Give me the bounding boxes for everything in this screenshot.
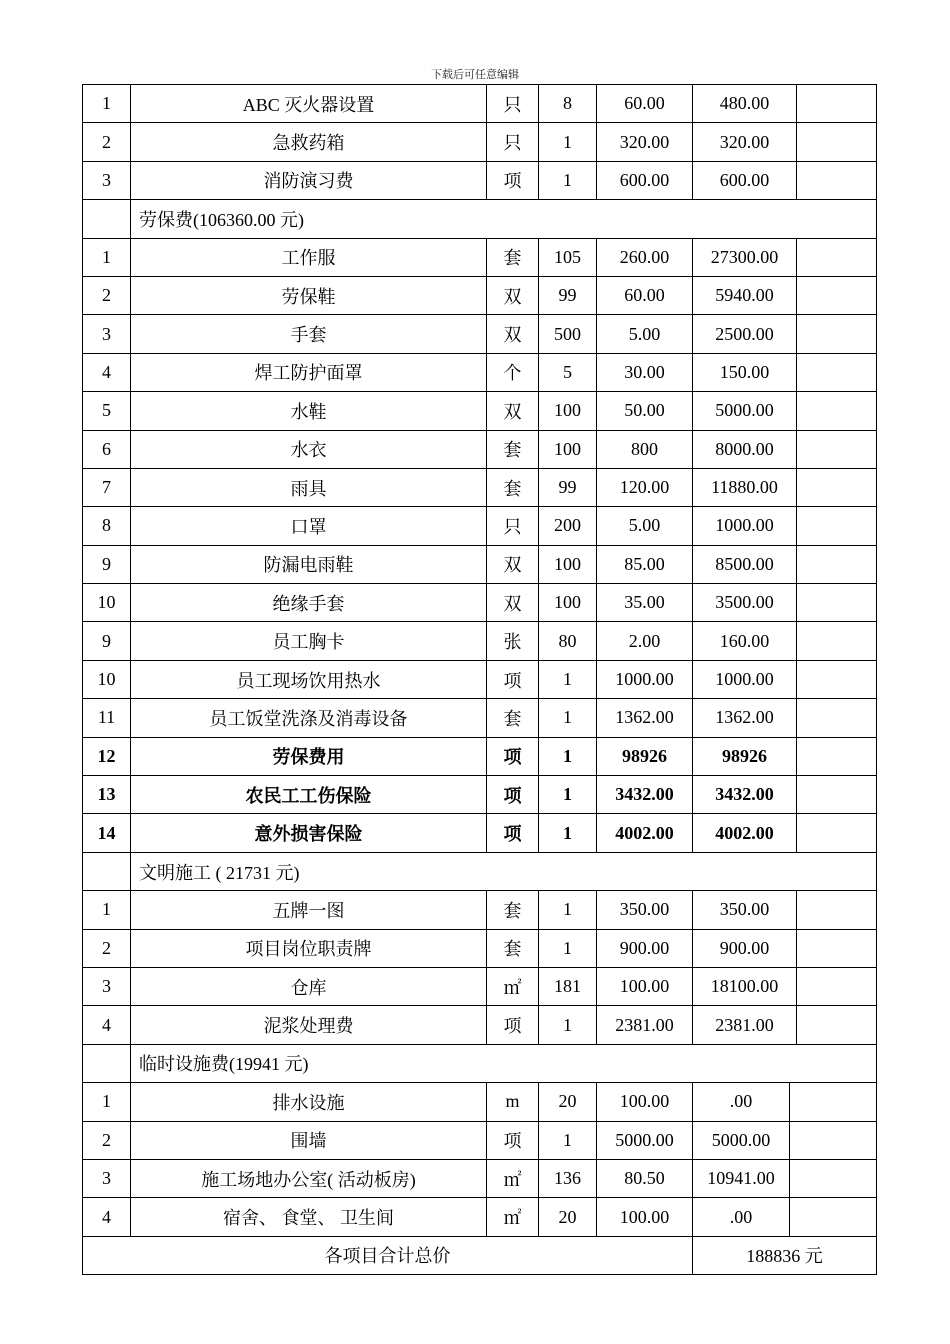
cell-total: 2500.00	[693, 315, 797, 353]
cell-unit: 套	[487, 699, 539, 737]
cell-no: 4	[83, 1006, 131, 1044]
cell-unit: 双	[487, 276, 539, 314]
cell-no: 13	[83, 776, 131, 814]
cell-unit: 项	[487, 1006, 539, 1044]
summary-label: 各项目合计总价	[83, 1236, 693, 1274]
cell-unit: m	[487, 1083, 539, 1121]
cell-no: 2	[83, 276, 131, 314]
section-row	[83, 200, 877, 238]
cell-name: 员工现场饮用热水	[131, 660, 487, 698]
cell-unit: 只	[487, 85, 539, 123]
cell-no: 9	[83, 545, 131, 583]
cell-no: 1	[83, 891, 131, 929]
cell-price: 1362.00	[597, 699, 693, 737]
cell-price: 30.00	[597, 353, 693, 391]
cell-total: 160.00	[693, 622, 797, 660]
cell-price: 600.00	[597, 161, 693, 199]
cell-no: 3	[83, 315, 131, 353]
cell-price: 100.00	[597, 1083, 693, 1121]
cell-qty: 100	[539, 584, 597, 622]
cell-total: .00	[693, 1083, 790, 1120]
table-row	[83, 584, 877, 622]
table-row	[83, 545, 877, 583]
cell-qty: 136	[539, 1159, 597, 1197]
cell-price: 800	[597, 430, 693, 468]
cell-qty: 200	[539, 507, 597, 545]
section-row	[83, 852, 877, 890]
cell-price: 60.00	[597, 276, 693, 314]
cell-no: 5	[83, 392, 131, 430]
table-row	[83, 161, 877, 199]
cell-total: 2381.00	[693, 1006, 797, 1044]
table-row	[83, 468, 877, 506]
cell-unit: 项	[487, 660, 539, 698]
cell-total: 3432.00	[693, 776, 797, 814]
cell-qty: 100	[539, 545, 597, 583]
cell-total-group	[693, 1121, 877, 1159]
cell-no: 1	[83, 238, 131, 276]
cell-name: 排水设施	[131, 1083, 487, 1121]
cell-price: 320.00	[597, 123, 693, 161]
cell-unit: 套	[487, 238, 539, 276]
cell-note	[797, 584, 877, 622]
cell-no: 2	[83, 123, 131, 161]
cell-qty: 99	[539, 276, 597, 314]
cell-total: .00	[693, 1198, 790, 1235]
table-row	[83, 353, 877, 391]
cell-qty: 1	[539, 737, 597, 775]
cell-unit: 项	[487, 776, 539, 814]
cell-name: 绝缘手套	[131, 584, 487, 622]
cell-price: 5.00	[597, 315, 693, 353]
table-row	[83, 891, 877, 929]
table-row	[83, 392, 877, 430]
cell-qty: 100	[539, 430, 597, 468]
cell-no: 4	[83, 1198, 131, 1236]
cell-price: 100.00	[597, 967, 693, 1005]
cell-qty: 1	[539, 929, 597, 967]
cell-price: 900.00	[597, 929, 693, 967]
cell-unit: 项	[487, 737, 539, 775]
cell-total: 1362.00	[693, 699, 797, 737]
cell-price: 2381.00	[597, 1006, 693, 1044]
section-spacer	[83, 200, 131, 238]
cell-price: 3432.00	[597, 776, 693, 814]
cell-name: ABC 灭火器设置	[131, 85, 487, 123]
header-note: 下载后可任意编辑	[431, 68, 519, 81]
cell-unit: 双	[487, 545, 539, 583]
cell-total: 11880.00	[693, 468, 797, 506]
table-row	[83, 776, 877, 814]
cell-no: 1	[83, 1083, 131, 1121]
cell-qty: 100	[539, 392, 597, 430]
table-row	[83, 507, 877, 545]
cell-unit: ㎡	[487, 967, 539, 1005]
cell-note	[797, 891, 877, 929]
cell-no: 3	[83, 967, 131, 1005]
cell-qty: 1	[539, 1006, 597, 1044]
cell-unit: 套	[487, 891, 539, 929]
table-row	[83, 622, 877, 660]
cell-price: 5.00	[597, 507, 693, 545]
cell-unit: 套	[487, 929, 539, 967]
cell-price: 60.00	[597, 85, 693, 123]
table-row	[83, 315, 877, 353]
cell-total: 98926	[693, 737, 797, 775]
cell-price: 4002.00	[597, 814, 693, 852]
cell-no: 2	[83, 929, 131, 967]
cell-note	[797, 699, 877, 737]
cell-price: 85.00	[597, 545, 693, 583]
table-row	[83, 1159, 877, 1197]
cell-name: 防漏电雨鞋	[131, 545, 487, 583]
cell-name: 员工胸卡	[131, 622, 487, 660]
cell-total: 8500.00	[693, 545, 797, 583]
cell-name: 焊工防护面罩	[131, 353, 487, 391]
section-title: 劳保费(106360.00 元)	[131, 200, 877, 238]
cell-note	[797, 85, 877, 123]
cell-no: 3	[83, 1159, 131, 1197]
table-row	[83, 1006, 877, 1044]
cell-price: 100.00	[597, 1198, 693, 1236]
cell-price: 350.00	[597, 891, 693, 929]
cell-qty: 1	[539, 161, 597, 199]
cell-no: 11	[83, 699, 131, 737]
cell-no: 10	[83, 660, 131, 698]
section-spacer	[83, 852, 131, 890]
section-spacer	[83, 1044, 131, 1082]
table-row	[83, 238, 877, 276]
cell-qty: 8	[539, 85, 597, 123]
cell-unit: 项	[487, 161, 539, 199]
cell-no: 10	[83, 584, 131, 622]
cell-price: 50.00	[597, 392, 693, 430]
cell-note	[797, 814, 877, 852]
cell-note	[797, 660, 877, 698]
table-row	[83, 929, 877, 967]
cell-note	[797, 353, 877, 391]
cell-note	[797, 276, 877, 314]
cell-no: 4	[83, 353, 131, 391]
cell-unit: 只	[487, 507, 539, 545]
cell-note	[797, 161, 877, 199]
cell-note	[797, 967, 877, 1005]
cell-no: 6	[83, 430, 131, 468]
table-row	[83, 123, 877, 161]
table-row	[83, 1121, 877, 1159]
section-title: 文明施工 ( 21731 元)	[131, 852, 877, 890]
cell-note	[797, 1006, 877, 1044]
cell-note	[797, 123, 877, 161]
cell-total: 320.00	[693, 123, 797, 161]
cell-name: 手套	[131, 315, 487, 353]
cell-qty: 20	[539, 1083, 597, 1121]
cell-name: 五牌一图	[131, 891, 487, 929]
cell-note	[797, 545, 877, 583]
cell-name: 仓库	[131, 967, 487, 1005]
cell-qty: 20	[539, 1198, 597, 1236]
cell-total: 900.00	[693, 929, 797, 967]
cell-qty: 80	[539, 622, 597, 660]
cell-qty: 1	[539, 660, 597, 698]
cell-unit: 双	[487, 315, 539, 353]
cell-no: 9	[83, 622, 131, 660]
cell-total: 5940.00	[693, 276, 797, 314]
cell-price: 98926	[597, 737, 693, 775]
cell-name: 劳保鞋	[131, 276, 487, 314]
cell-no: 7	[83, 468, 131, 506]
cell-name: 围墙	[131, 1121, 487, 1159]
cell-name: 项目岗位职责牌	[131, 929, 487, 967]
cell-total: 350.00	[693, 891, 797, 929]
cell-note	[797, 929, 877, 967]
cell-name: 水鞋	[131, 392, 487, 430]
cell-name: 口罩	[131, 507, 487, 545]
cell-qty: 99	[539, 468, 597, 506]
section-title: 临时设施费(19941 元)	[131, 1044, 877, 1082]
cell-name: 泥浆处理费	[131, 1006, 487, 1044]
cell-unit: 套	[487, 468, 539, 506]
table-row	[83, 699, 877, 737]
cell-name: 施工场地办公室( 活动板房)	[131, 1159, 487, 1197]
cost-table	[82, 84, 877, 1275]
cell-no: 14	[83, 814, 131, 852]
cell-price: 35.00	[597, 584, 693, 622]
cell-unit: 套	[487, 430, 539, 468]
cell-qty: 181	[539, 967, 597, 1005]
cell-total: 480.00	[693, 85, 797, 123]
cell-price: 80.50	[597, 1159, 693, 1197]
cell-total: 5000.00	[693, 392, 797, 430]
cell-price: 5000.00	[597, 1121, 693, 1159]
cell-qty: 1	[539, 123, 597, 161]
cell-note	[797, 776, 877, 814]
cell-total: 27300.00	[693, 238, 797, 276]
cell-unit: 个	[487, 353, 539, 391]
summary-row	[83, 1236, 877, 1274]
cell-name: 劳保费用	[131, 737, 487, 775]
cell-total: 18100.00	[693, 967, 797, 1005]
cell-unit: 双	[487, 392, 539, 430]
cell-name: 工作服	[131, 238, 487, 276]
cell-qty: 1	[539, 699, 597, 737]
table-row	[83, 1198, 877, 1236]
table-row	[83, 276, 877, 314]
cell-name: 农民工工伤保险	[131, 776, 487, 814]
cell-no: 12	[83, 737, 131, 775]
cell-total: 150.00	[693, 353, 797, 391]
cell-note	[797, 468, 877, 506]
cell-name: 宿舍、 食堂、 卫生间	[131, 1198, 487, 1236]
cell-price: 260.00	[597, 238, 693, 276]
cell-qty: 500	[539, 315, 597, 353]
cell-name: 消防演习费	[131, 161, 487, 199]
table-row	[83, 1083, 877, 1121]
section-row	[83, 1044, 877, 1082]
cell-note	[797, 622, 877, 660]
cell-qty: 1	[539, 891, 597, 929]
cell-total-group	[693, 1083, 877, 1121]
cell-note	[797, 430, 877, 468]
cell-qty: 5	[539, 353, 597, 391]
cell-unit: 只	[487, 123, 539, 161]
cell-qty: 1	[539, 1121, 597, 1159]
table-row	[83, 967, 877, 1005]
cell-total: 5000.00	[693, 1122, 790, 1159]
table-row	[83, 814, 877, 852]
cell-total: 3500.00	[693, 584, 797, 622]
cell-name: 意外损害保险	[131, 814, 487, 852]
cell-total-group	[693, 1159, 877, 1197]
cell-price: 1000.00	[597, 660, 693, 698]
cell-name: 急救药箱	[131, 123, 487, 161]
cell-note	[797, 737, 877, 775]
cell-price: 120.00	[597, 468, 693, 506]
cell-unit: 双	[487, 584, 539, 622]
cell-name: 雨具	[131, 468, 487, 506]
cell-total: 600.00	[693, 161, 797, 199]
cell-note	[797, 392, 877, 430]
cell-note	[797, 507, 877, 545]
cell-total: 10941.00	[693, 1160, 790, 1197]
table-row	[83, 737, 877, 775]
cell-total-group	[693, 1198, 877, 1236]
cell-unit: 张	[487, 622, 539, 660]
cell-unit: 项	[487, 814, 539, 852]
cell-qty: 1	[539, 776, 597, 814]
cell-total: 8000.00	[693, 430, 797, 468]
cell-qty: 1	[539, 814, 597, 852]
summary-value: 188836 元	[693, 1236, 877, 1274]
cell-total: 4002.00	[693, 814, 797, 852]
cell-no: 8	[83, 507, 131, 545]
cell-name: 水衣	[131, 430, 487, 468]
table-row	[83, 430, 877, 468]
cell-no: 3	[83, 161, 131, 199]
cell-total: 1000.00	[693, 660, 797, 698]
cell-note	[797, 238, 877, 276]
cell-unit: ㎡	[487, 1159, 539, 1197]
cell-no: 2	[83, 1121, 131, 1159]
cell-price: 2.00	[597, 622, 693, 660]
cell-unit: ㎡	[487, 1198, 539, 1236]
cell-total: 1000.00	[693, 507, 797, 545]
cost-table-body	[83, 85, 877, 1275]
cell-qty: 105	[539, 238, 597, 276]
cell-name: 员工饭堂洗涤及消毒设备	[131, 699, 487, 737]
cell-no: 1	[83, 85, 131, 123]
table-row	[83, 660, 877, 698]
cell-note	[797, 315, 877, 353]
cell-unit: 项	[487, 1121, 539, 1159]
table-row	[83, 85, 877, 123]
